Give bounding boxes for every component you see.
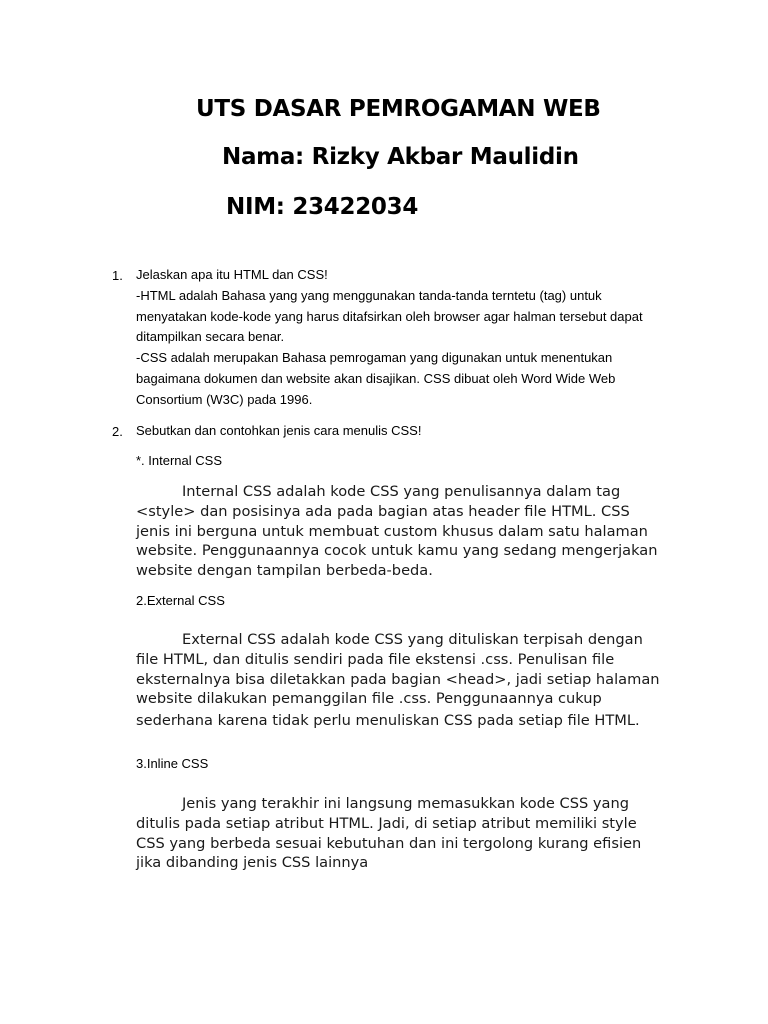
answer-1-line: menyatakan kode-kode yang harus ditafsirkan oleh browser agar halman tersebut dapat — [136, 308, 643, 324]
question-2-number: 2. — [112, 424, 123, 439]
paragraph-line: <style> dan posisinya ada pada bagian atas header file HTML. CSS — [136, 502, 630, 520]
answer-1-line: bagaimana dokumen dan website akan disajikan. CSS dibuat oleh Word Wide Web — [136, 370, 616, 386]
answer-1-line: -CSS adalah merupakan Bahasa pemrogaman yang digunakan untuk menentukan — [136, 350, 613, 366]
question-1-number: 1. — [112, 268, 123, 283]
section-heading-inline-css: 3.Inline CSS — [136, 756, 209, 771]
paragraph-line: Jenis yang terakhir ini langsung memasukkan kode CSS yang — [182, 795, 629, 812]
question-2-text: Sebutkan dan contohkan jenis cara menulis CSS! — [136, 423, 422, 438]
answer-1-line: -HTML adalah Bahasa yang yang menggunakan tanda-tanda terntetu (tag) untuk — [136, 288, 602, 303]
section-heading-internal-css: *. Internal CSS — [136, 453, 222, 468]
paragraph-line: jenis ini berguna untuk membuat custom khusus dalam satu halaman — [136, 522, 648, 540]
answer-1-line: ditampilkan secara benar. — [136, 329, 285, 345]
student-name: Nama: Rizky Akbar Maulidin — [222, 144, 579, 170]
document-title: UTS DASAR PEMROGAMAN WEB — [196, 96, 601, 122]
answer-1-line: Consortium (W3C) pada 1996. — [136, 391, 313, 407]
section-heading-external-css: 2.External CSS — [136, 593, 225, 608]
internal-css-paragraph — [136, 482, 658, 581]
paragraph-line: website. Penggunaannya cocok untuk kamu yang sedang mengerjakan — [136, 542, 658, 560]
paragraph-line: Internal CSS adalah kode CSS yang penulisannya dalam tag — [182, 483, 621, 500]
external-css-paragraph — [136, 630, 660, 731]
paragraph-line: website dengan tampilan berbeda-beda. — [136, 562, 433, 580]
answer-1 — [136, 286, 643, 410]
paragraph-line: file HTML, dan ditulis sendiri pada file ekstensi .css. Penulisan file — [136, 650, 615, 668]
question-1-text: Jelaskan apa itu HTML dan CSS! — [136, 267, 328, 282]
paragraph-line: jika dibanding jenis CSS lainnya — [136, 854, 369, 872]
paragraph-line: eksternalnya bisa diletakkan pada bagian <head>, jadi setiap halaman — [136, 670, 660, 688]
paragraph-line: sederhana karena tidak perlu menuliskan CSS pada setiap file HTML. — [136, 712, 640, 730]
student-nim: NIM: 23422034 — [226, 194, 419, 220]
paragraph-line: CSS yang berbeda sesuai kebutuhan dan ini tergolong kurang efisien — [136, 834, 642, 852]
paragraph-line: website dilakukan pemanggilan file .css. Penggunaannya cukup — [136, 690, 602, 708]
paragraph-line: ditulis pada setiap atribut HTML. Jadi, di setiap atribut memiliki style — [136, 814, 637, 832]
paragraph-line: External CSS adalah kode CSS yang dituliskan terpisah dengan — [182, 631, 643, 648]
inline-css-paragraph — [136, 794, 641, 873]
